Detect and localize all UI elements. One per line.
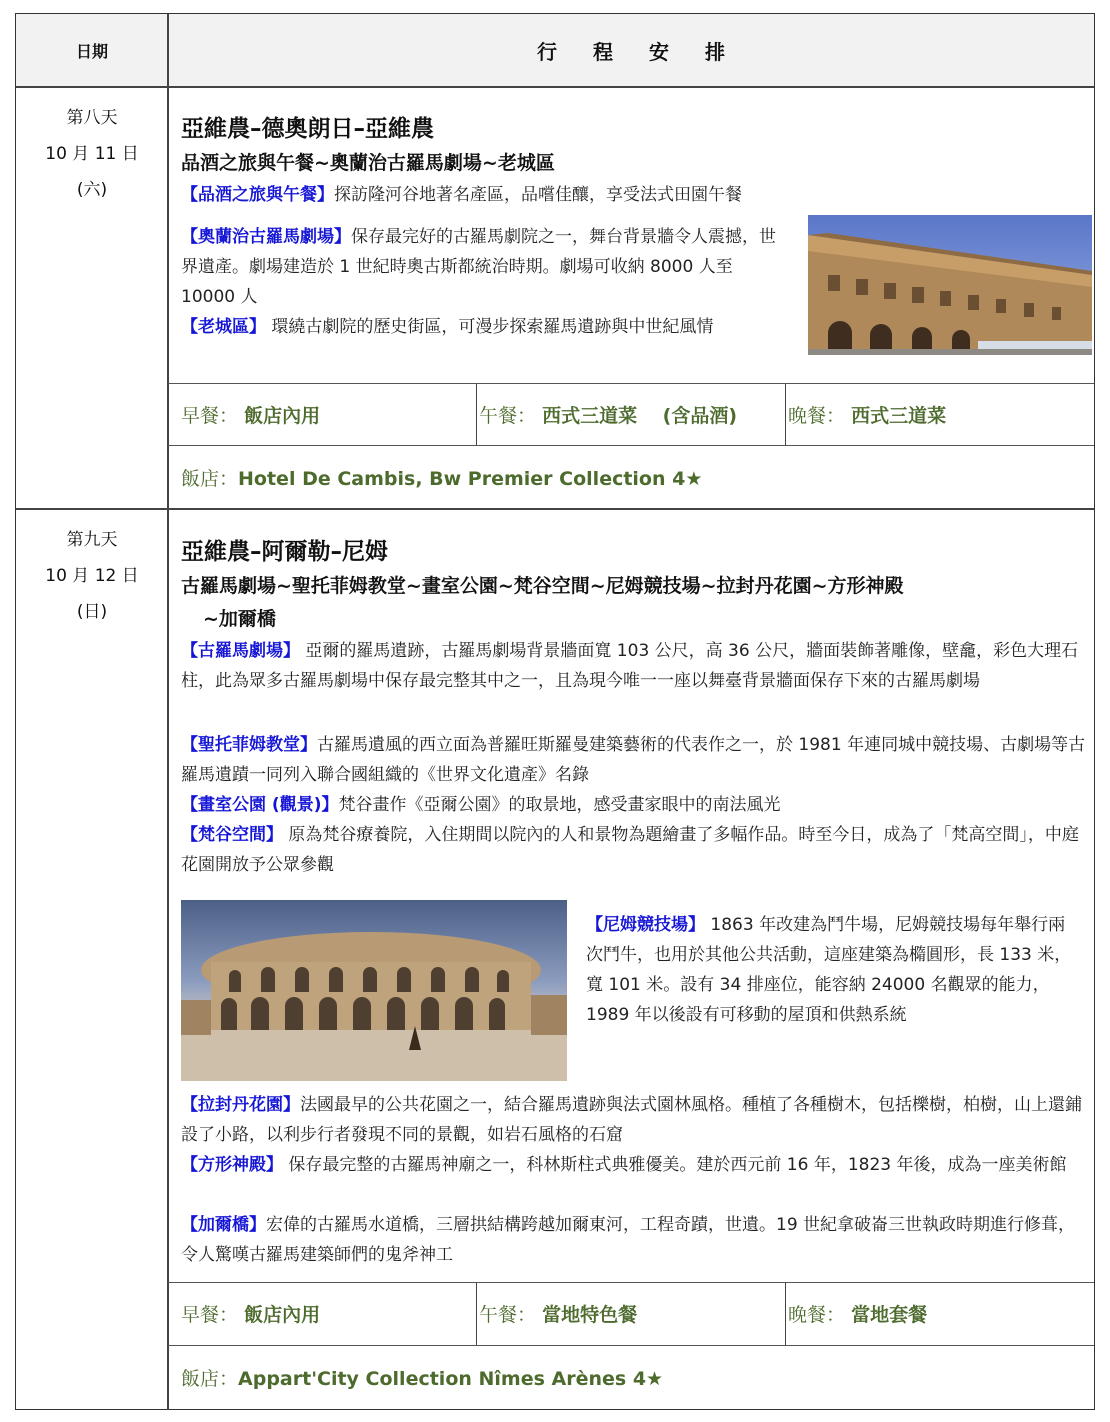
lunch-value: 西式三道菜 (含品酒)	[542, 405, 738, 427]
meal-divider	[476, 1282, 477, 1345]
breakfast-label: 早餐：	[181, 1304, 239, 1326]
hotel-cell	[181, 464, 702, 491]
hotel-cell	[181, 1364, 663, 1391]
route-subtitle: ~加爾橋	[203, 608, 276, 630]
day-cell	[16, 100, 168, 208]
attraction-item	[181, 790, 1086, 820]
route-title: 亞維農–阿爾勒–尼姆	[181, 539, 388, 565]
lunch-label: 午餐：	[479, 405, 537, 427]
attraction-item	[181, 1150, 1086, 1180]
attraction-item	[181, 636, 1086, 696]
lunch-cell	[479, 401, 737, 428]
nimes-arena-photo	[181, 900, 567, 1081]
attraction-item	[181, 180, 1081, 210]
attraction-item	[181, 730, 1086, 790]
route-title: 亞維農–德奧朗日–亞維農	[181, 116, 434, 142]
attraction-desc: 宏偉的古羅馬水道橋，三層拱結構跨越加爾東河，工程奇蹟，世遺。19 世紀拿破崙三世執政時期進行修葺，令人驚嘆古羅馬建築師們的鬼斧神工	[181, 1215, 1076, 1265]
breakfast-cell	[181, 401, 320, 428]
attraction-desc: 環繞古劇院的歷史街區，可漫步探索羅馬遺跡與中世紀風情	[266, 317, 714, 337]
attraction-item	[586, 910, 1081, 1030]
attraction-name: 【奧蘭治古羅馬劇場】	[181, 227, 351, 247]
attraction-name: 【加爾橋】	[181, 1215, 266, 1235]
attraction-name: 【拉封丹花園】	[181, 1095, 300, 1115]
route-subtitle: 古羅馬劇場~聖托菲姆教堂~畫室公園~梵谷空間~尼姆競技場~拉封丹花園~方形神殿	[181, 575, 904, 597]
header-date: 日期	[75, 41, 108, 61]
dinner-cell	[788, 401, 946, 428]
attraction-name: 【尼姆競技場】	[586, 915, 705, 935]
attraction-name: 【梵谷空間】	[181, 825, 283, 845]
header-plan: 行程安排	[537, 39, 761, 64]
dinner-label: 晚餐：	[788, 405, 846, 427]
column-divider	[167, 14, 169, 1410]
day-date: 10 月 12 日	[45, 566, 139, 586]
day-label: 第八天	[66, 108, 118, 128]
breakfast-label: 早餐：	[181, 405, 239, 427]
row-divider	[168, 1282, 1094, 1283]
attraction-desc: 探訪隆河谷地著名產區，品嚐佳釀，享受法式田園午餐	[334, 185, 742, 205]
route-subtitle: 品酒之旅與午餐~奧蘭治古羅馬劇場~老城區	[181, 152, 555, 174]
hotel-label: 飯店：	[181, 468, 239, 490]
hotel-name: Appart'City Collection Nîmes Arènes 4★	[238, 1368, 664, 1390]
dinner-value: 當地套餐	[851, 1304, 928, 1326]
attraction-desc: 保存最完整的古羅馬神廟之一，科林斯柱式典雅優美。建於西元前 16 年，1823 年後，成為一座美術館	[283, 1155, 1067, 1175]
attraction-desc: 原為梵谷療養院，入住期間以院內的人和景物為題繪畫了多幅作品。時至今日，成為了「梵高空間」，中庭花園開放予公眾參觀	[181, 825, 1079, 875]
attraction-name: 【聖托菲姆教堂】	[181, 735, 317, 755]
day-cell	[16, 522, 168, 630]
meal-divider	[785, 1282, 786, 1345]
attraction-name: 【古羅馬劇場】	[181, 641, 300, 661]
day-weekday: (六)	[76, 180, 108, 200]
breakfast-cell	[181, 1300, 320, 1327]
attraction-desc: 1863 年改建為鬥牛場，尼姆競技場每年舉行兩次鬥牛，也用於其他公共活動，這座建築為橢圓形，長 133 米，寬 101 米。設有 34 排座位，能容納 24000 名觀眾的能力，1989 年以後設有可移動的屋頂和供熱系統	[586, 915, 1072, 1025]
attraction-desc: 梵谷畫作《亞爾公園》的取景地，感受畫家眼中的南法風光	[338, 795, 781, 815]
dinner-value: 西式三道菜	[851, 405, 947, 427]
row-divider	[168, 445, 1094, 446]
row-divider	[168, 1345, 1094, 1346]
lunch-label: 午餐：	[479, 1304, 537, 1326]
attraction-desc: 法國最早的公共花園之一，結合羅馬遺跡與法式園林風格。種植了各種樹木，包括櫟樹，柏樹，山上還鋪設了小路，以利步行者發現不同的景觀，如岩石風格的石窟	[181, 1095, 1082, 1145]
attraction-item	[181, 1090, 1086, 1150]
attraction-desc: 亞爾的羅馬遺跡，古羅馬劇場背景牆面寬 103 公尺，高 36 公尺，牆面裝飾著雕像，壁龕，彩色大理石柱，此為眾多古羅馬劇場中保存最完整其中之一，且為現今唯一一座以舞臺背景牆面保存下來的古羅馬劇場	[181, 641, 1079, 691]
breakfast-value: 飯店內用	[244, 405, 321, 427]
attraction-desc: 古羅馬遺風的西立面為普羅旺斯羅曼建築藝術的代表作之一，於 1981 年連同城中競技場、古劇場等古羅馬遺蹟一同列入聯合國組織的《世界文化遺產》名錄	[181, 735, 1086, 785]
lunch-cell	[479, 1300, 637, 1327]
row-divider	[16, 86, 1094, 88]
row-divider	[168, 383, 1094, 384]
orange-theatre-photo	[808, 215, 1092, 355]
attraction-item	[181, 820, 1086, 880]
attraction-name: 【老城區】	[181, 317, 266, 337]
attraction-name: 【品酒之旅與午餐】	[181, 185, 334, 205]
row-divider	[16, 508, 1094, 510]
attraction-item	[181, 222, 791, 312]
hotel-name: Hotel De Cambis, Bw Premier Collection 4★	[238, 468, 703, 490]
meal-divider	[476, 383, 477, 445]
breakfast-value: 飯店內用	[244, 1304, 321, 1326]
dinner-label: 晚餐：	[788, 1304, 846, 1326]
attraction-desc: 保存最完好的古羅馬劇院之一，舞台背景牆令人震撼，世界遺產。劇場建造於 1 世紀時奧古斯都統治時期。劇場可收納 8000 人至 10000 人	[181, 227, 776, 307]
day-label: 第九天	[66, 530, 118, 550]
attraction-item	[181, 312, 791, 342]
attraction-name: 【畫室公園 (觀景)】	[181, 795, 339, 815]
meal-divider	[785, 383, 786, 445]
day-weekday: (日)	[76, 602, 108, 622]
day-date: 10 月 11 日	[45, 144, 139, 164]
attraction-item	[181, 1210, 1086, 1270]
hotel-label: 飯店：	[181, 1368, 239, 1390]
lunch-value: 當地特色餐	[542, 1304, 638, 1326]
dinner-cell	[788, 1300, 927, 1327]
attraction-name: 【方形神殿】	[181, 1155, 283, 1175]
